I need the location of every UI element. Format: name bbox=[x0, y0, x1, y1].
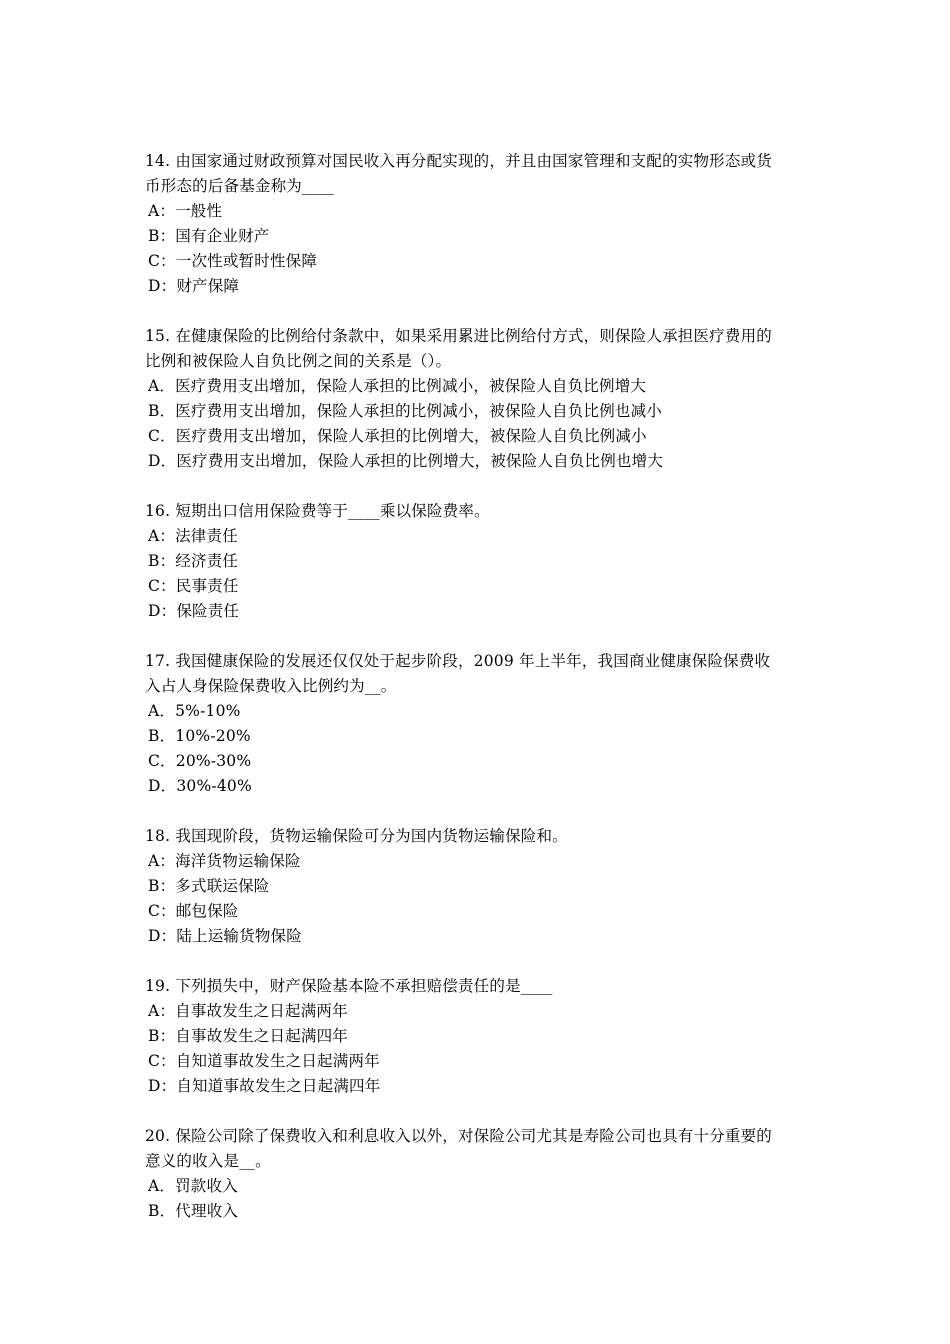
question-20 bbox=[145, 1124, 815, 1224]
question-16 bbox=[145, 499, 815, 624]
option-a: A：一般性 bbox=[148, 202, 223, 220]
option-b: B：自事故发生之日起满四年 bbox=[148, 1027, 348, 1045]
option-b: B：多式联运保险 bbox=[148, 877, 270, 895]
option-d: D：财产保障 bbox=[148, 277, 240, 295]
option-c: C．医疗费用支出增加，保险人承担的比例增大，被保险人自负比例减小 bbox=[148, 427, 647, 445]
option-d: D．医疗费用支出增加，保险人承担的比例增大，被保险人自负比例也增大 bbox=[148, 452, 664, 470]
question-text: 18. 我国现阶段，货物运输保险可分为国内货物运输保险和。 bbox=[145, 827, 568, 845]
option-a: A：法律责任 bbox=[148, 527, 238, 545]
question-list bbox=[145, 149, 815, 1249]
question-18 bbox=[145, 824, 815, 949]
option-b: B：经济责任 bbox=[148, 552, 239, 570]
question-text: 入占人身保险保费收入比例约为__。 bbox=[145, 677, 397, 695]
option-d: D：保险责任 bbox=[148, 602, 240, 620]
option-c: C．20%-30% bbox=[148, 752, 252, 770]
option-b: B．医疗费用支出增加，保险人承担的比例减小，被保险人自负比例也减小 bbox=[148, 402, 662, 420]
question-text: 比例和被保险人自负比例之间的关系是（）。 bbox=[145, 352, 452, 370]
option-d: D：陆上运输货物保险 bbox=[148, 927, 302, 945]
question-text: 19. 下列损失中，财产保险基本险不承担赔偿责任的是____ bbox=[145, 977, 553, 995]
option-a: A：海洋货物运输保险 bbox=[148, 852, 301, 870]
question-text: 意义的收入是__。 bbox=[145, 1152, 271, 1170]
option-a: A．罚款收入 bbox=[148, 1177, 238, 1195]
option-a: A．5%-10% bbox=[148, 702, 241, 720]
option-c: C：邮包保险 bbox=[148, 902, 239, 920]
question-text: 14. 由国家通过财政预算对国民收入再分配实现的，并且由国家管理和支配的实物形态或货 bbox=[145, 152, 772, 170]
option-d: D．30%-40% bbox=[148, 777, 252, 795]
option-b: B．代理收入 bbox=[148, 1202, 239, 1220]
question-text: 16. 短期出口信用保险费等于____乘以保险费率。 bbox=[145, 502, 490, 520]
question-17 bbox=[145, 649, 815, 799]
option-a: A：自事故发生之日起满两年 bbox=[148, 1002, 348, 1020]
option-d: D：自知道事故发生之日起满四年 bbox=[148, 1077, 381, 1095]
question-text: 17. 我国健康保险的发展还仅仅处于起步阶段，2009 年上半年，我国商业健康保险保费收 bbox=[145, 652, 771, 670]
option-b: B．10%-20% bbox=[148, 727, 251, 745]
question-text: 币形态的后备基金称为____ bbox=[145, 177, 334, 195]
question-19 bbox=[145, 974, 815, 1099]
question-15 bbox=[145, 324, 815, 474]
option-c: C：一次性或暂时性保障 bbox=[148, 252, 318, 270]
option-b: B：国有企业财产 bbox=[148, 227, 270, 245]
question-text: 20. 保险公司除了保费收入和利息收入以外，对保险公司尤其是寿险公司也具有十分重要的 bbox=[145, 1127, 772, 1145]
option-a: A．医疗费用支出增加，保险人承担的比例减小，被保险人自负比例增大 bbox=[148, 377, 647, 395]
option-c: C：自知道事故发生之日起满两年 bbox=[148, 1052, 380, 1070]
question-text: 15. 在健康保险的比例给付条款中，如果采用累进比例给付方式，则保险人承担医疗费用的 bbox=[145, 327, 772, 345]
question-14 bbox=[145, 149, 815, 299]
option-c: C：民事责任 bbox=[148, 577, 239, 595]
